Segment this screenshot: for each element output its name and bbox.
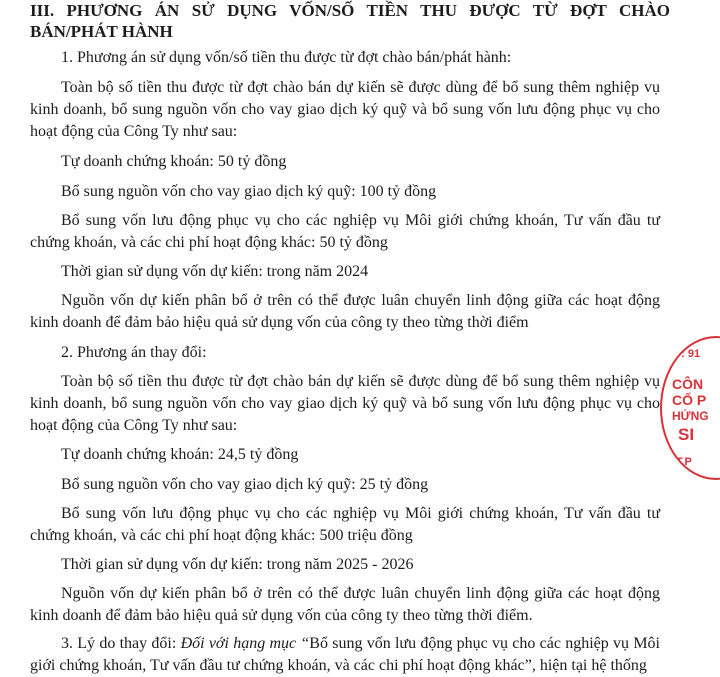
section-heading: III. PHƯƠNG ÁN SỬ DỤNG VỐN/SỐ TIỀN THU ĐƯỢC TỪ ĐỢT CHÀO BÁN/PHÁT HÀNH [30,1,670,41]
plan-original-flexibility: Nguồn vốn dự kiến phân bổ ở trên có thể được luân chuyển linh động giữa các hoạt động kinh doanh để đảm bảo hiệu quả sử dụng vốn của công ty theo từng thời điểm [30,292,660,331]
change-reason-lead: 3. Lý do thay đổi: [61,635,181,652]
plan-changed-title: 2. Phương án thay đổi: [61,344,207,361]
plan-original-timeline: Thời gian sử dụng vốn dự kiến: trong năm 2024 [61,263,369,280]
seal-text-6: T.P [676,456,692,468]
plan-changed-timeline: Thời gian sử dụng vốn dự kiến: trong năm 2025 - 2026 [61,556,414,573]
plan-changed-intro: Toàn bộ số tiền thu được từ đợt chào bán dự kiến sẽ được dùng để bổ sung thêm nghiệp vụ kinh doanh, bổ sung nguồn vốn cho vay giao dịch ký quỹ và bổ sung vốn lưu động phục vụ cho hoạt động của Công Ty như sau: [30,373,660,434]
plan-original-title: 1. Phương án sử dụng vốn/số tiền thu được từ đợt chào bán/phát hành: [61,49,512,66]
plan-original-intro: Toàn bộ số tiền thu được từ đợt chào bán dự kiến sẽ được dùng để bổ sung thêm nghiệp vụ kinh doanh, bổ sung nguồn vốn cho vay giao dịch ký quỹ và bổ sung vốn lưu động phục vụ cho hoạt động của Công Ty như sau: [30,79,660,140]
seal-text-4: HỨNG [672,409,709,423]
plan-original-proprietary: Tự doanh chứng khoán: 50 tỷ đồng [61,153,287,170]
seal-text-1: 9 : 91 [672,348,701,360]
seal-text-3: CỔ P [672,392,707,408]
seal-text-2: CÔN [672,376,704,392]
change-reason-rest: Bổ sung vốn lưu động phục vụ cho các nghiệp vụ Môi giới chứng khoán, Tư vấn đầu tư chứng khoán, và các chi phí hoạt động khác”, hiện tại hệ thống [30,635,660,674]
plan-changed-margin: Bổ sung nguồn vốn cho vay giao dịch ký quỹ: 25 tỷ đồng [61,476,429,493]
change-reason [30,633,660,677]
plan-original-margin: Bổ sung nguồn vốn cho vay giao dịch ký quỹ: 100 tỷ đồng [61,183,437,200]
seal-text-5: SI [678,425,695,444]
plan-changed-proprietary: Tự doanh chứng khoán: 24,5 tỷ đồng [61,446,299,463]
plan-changed-flexibility: Nguồn vốn dự kiến phân bổ ở trên có thể được luân chuyển linh động giữa các hoạt động kinh doanh để đảm bảo hiệu quả sử dụng vốn của công ty theo từng thời điểm. [30,585,660,624]
change-reason-italic: Đối với hạng mục “ [180,635,310,652]
company-seal [660,336,720,480]
plan-changed-working-capital: Bổ sung vốn lưu động phục vụ cho các nghiệp vụ Môi giới chứng khoán, Tư vấn đầu tư chứng khoán, và các chi phí hoạt động khác: 500 triệu đồng [30,505,660,544]
plan-original-working-capital: Bổ sung vốn lưu động phục vụ cho các nghiệp vụ Môi giới chứng khoán, Tư vấn đầu tư chứng khoán, và các chi phí hoạt động khác: 50 tỷ đồng [30,212,660,251]
